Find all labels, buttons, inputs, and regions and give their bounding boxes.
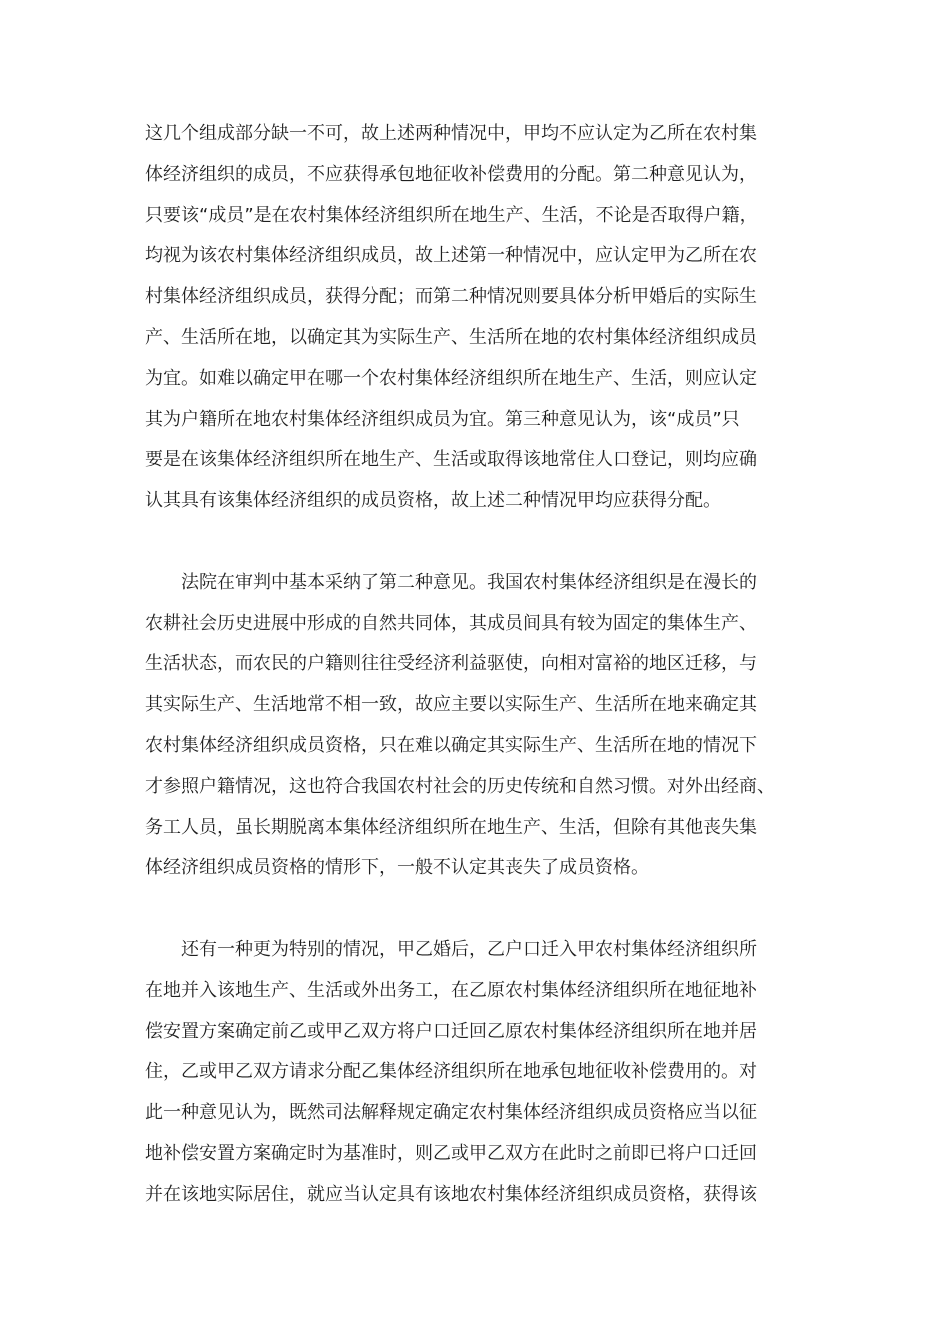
text-line: 为宜。如难以确定甲在哪一个农村集体经济组织所在地生产、生活，则应认定 (145, 367, 757, 389)
paragraph (145, 563, 805, 889)
paragraph (145, 930, 805, 1216)
text-line: 农村集体经济组织成员资格，只在难以确定其实际生产、生活所在地的情况下 (145, 734, 757, 756)
text-line: 认其具有该集体经济组织的成员资格，故上述二种情况甲均应获得分配。 (145, 490, 721, 512)
text-line: 地补偿安置方案确定时为基准时，则乙或甲乙双方在此时之前即已将户口迁回 (145, 1142, 757, 1164)
text-line: 还有一种更为特别的情况，甲乙婚后，乙户口迁入甲农村集体经济组织所 (145, 938, 757, 960)
text-line: 要是在该集体经济组织所在地生产、生活或取得该地常住人口登记，则均应确 (145, 449, 757, 471)
text-line: 这几个组成部分缺一不可，故上述两种情况中，甲均不应认定为乙所在农村集 (145, 123, 757, 144)
text-line: 偿安置方案确定前乙或甲乙双方将户口迁回乙原农村集体经济组织所在地并居 (145, 1020, 757, 1042)
text-line: 农耕社会历史进展中形成的自然共同体，其成员间具有较为固定的集体生产、 (145, 612, 757, 634)
text-line: 均视为该农村集体经济组织成员，故上述第一种情况中，应认定甲为乙所在农 (145, 245, 757, 267)
text-line: 体经济组织成员资格的情形下，一般不认定其丧失了成员资格。 (145, 857, 649, 879)
text-line: 只要该“成员”是在农村集体经济组织所在地生产、生活，不论是否取得户籍， (145, 204, 758, 226)
text-line: 才参照户籍情况，这也符合我国农村社会的历史传统和自然习惯。对外出经商、 (145, 775, 775, 797)
text-line: 此一种意见认为，既然司法解释规定确定农村集体经济组织成员资格应当以征 (145, 1102, 757, 1124)
text-line: 产、生活所在地，以确定其为实际生产、生活所在地的农村集体经济组织成员 (145, 326, 757, 348)
document-body (145, 114, 805, 1216)
text-line: 在地并入该地生产、生活或外出务工，在乙原农村集体经济组织所在地征地补 (145, 979, 757, 1001)
paragraph (145, 114, 805, 522)
text-line: 法院在审判中基本采纳了第二种意见。我国农村集体经济组织是在漫长的 (145, 571, 757, 593)
text-line: 村集体经济组织成员，获得分配；而第二种情况则要具体分析甲婚后的实际生 (145, 286, 757, 308)
text-line: 其实际生产、生活地常不相一致，故应主要以实际生产、生活所在地来确定其 (145, 694, 757, 716)
text-line: 体经济组织的成员，不应获得承包地征收补偿费用的分配。第二种意见认为， (145, 163, 757, 185)
text-line: 其为户籍所在地农村集体经济组织成员为宜。第三种意见认为，该“成员”只 (145, 408, 740, 430)
text-line: 务工人员，虽长期脱离本集体经济组织所在地生产、生活，但除有其他丧失集 (145, 816, 757, 838)
text-line: 生活状态，而农民的户籍则往往受经济利益驱使，向相对富裕的地区迁移，与 (145, 653, 757, 675)
text-line: 并在该地实际居住，就应当认定具有该地农村集体经济组织成员资格，获得该 (145, 1183, 757, 1205)
text-line: 住，乙或甲乙双方请求分配乙集体经济组织所在地承包地征收补偿费用的。对 (145, 1061, 757, 1083)
